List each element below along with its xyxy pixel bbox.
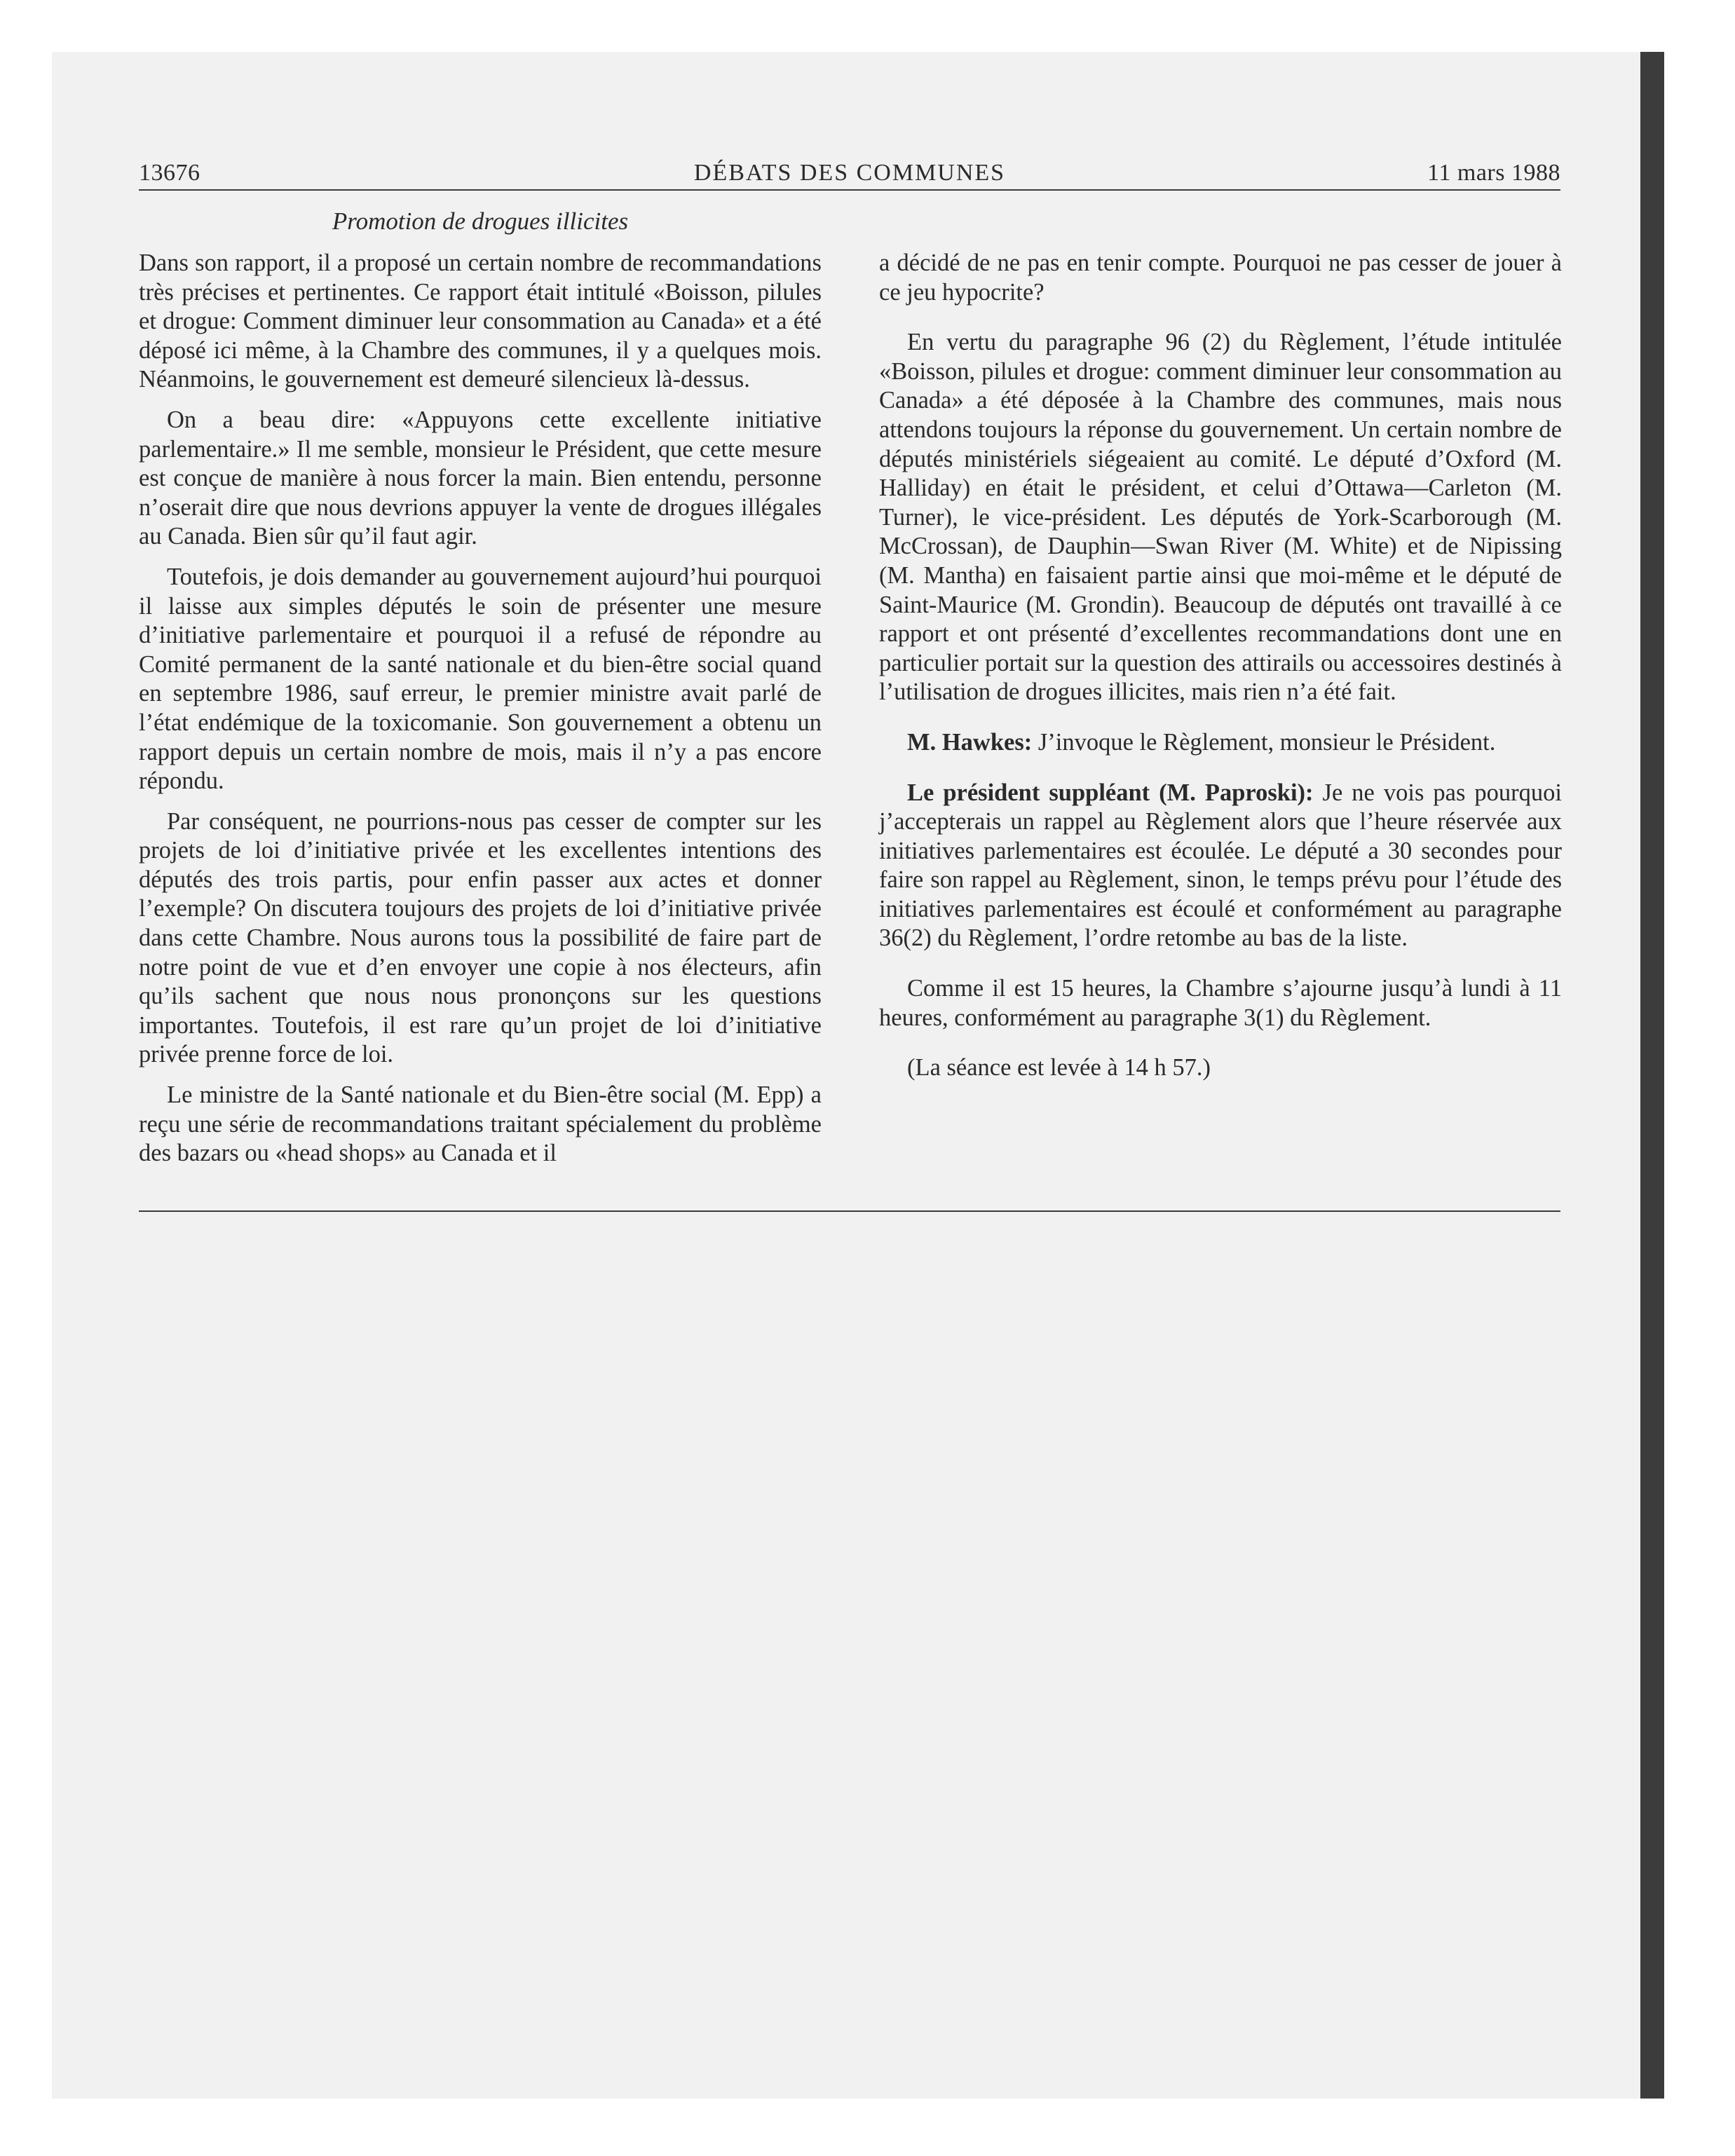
paragraph: Le ministre de la Santé nationale et du Bien-être social (M. Epp) a reçu une série de recommandations traitant spécialement du problème des bazars ou «head shops» au Canada et il	[139, 1082, 822, 1167]
speech-chair	[879, 779, 1562, 954]
paragraph-continuation: a décidé de ne pas en tenir compte. Pourquoi ne pas cesser de jouer à ce jeu hypocrite?	[879, 250, 1562, 306]
page-header	[139, 156, 1560, 189]
binding-edge	[1640, 52, 1664, 2099]
page-number: 13676	[139, 160, 200, 186]
speaker-name: M. Hawkes:	[907, 728, 1033, 756]
paragraph: On a beau dire: «Appuyons cette excellente initiative parlementaire.» Il me semble, monsieur le Président, que cette mesure est conçue de manière à nous forcer la main. Bien entendu, personne n’oserait dire que nous devrions appuyer la vente de drogues illégales au Canada. Bien sûr qu’il faut agir.	[139, 406, 822, 550]
paragraph: En vertu du paragraphe 96 (2) du Règlement, l’étude intitulée «Boisson, pilules et drogue: comment diminuer leur consommation au Canada» a été déposée à la Chambre des communes, mais nous attendons toujours la réponse du gouvernement. Un certain nombre de députés ministériels siégeaient au comité. Le député d’Oxford (M. Halliday) en était le président, et celui d’Ottawa—Carleton (M. Turner), le vice-président. Les députés de York-Scarborough (M. McCrossan), de Dauphin—Swan River (M. White) et de Nipissing (M. Mantha) en faisaient partie ainsi que moi-même et le député de Saint-Maurice (M. Grondin). Beaucoup de députés ont travaillé à ce rapport et ont présenté d’excellentes recommandations dont une en particulier portait sur la question des attirails ou accessoires destinés à l’utilisation de drogues illicites, mais rien n’a été fait.	[879, 329, 1562, 706]
publication-title: DÉBATS DES COMMUNES	[693, 160, 1006, 186]
adjournment-notice: Comme il est 15 heures, la Chambre s’ajourne jusqu’à lundi à 11 heures, conformément au paragraphe 3(1) du Règlement.	[879, 975, 1562, 1031]
paragraph: Toutefois, je dois demander au gouvernement aujourd’hui pourquoi il laisse aux simples députés le soin de présenter une mesure d’initiative parlementaire et pourquoi il a refusé de répondre au Comité permanent de la santé nationale et du bien-être social quand en septembre 1986, sauf erreur, le premier ministre avait parlé de l’état endémique de la toxicomanie. Son gouvernement a obtenu un rapport depuis un certain nombre de mois, mais il n’y a pas encore répondu.	[139, 563, 822, 795]
paragraph: Dans son rapport, il a proposé un certain nombre de recommandations très précises et pertinentes. Ce rapport était intitulé «Boisson, pilules et drogue: Comment diminuer leur consommation au Canada» et a été déposé ici même, à la Chambre des communes, il y a quelques mois. Néanmoins, le gouvernement est demeuré silencieux là-dessus.	[139, 250, 822, 393]
right-column	[879, 249, 1562, 1094]
header-rule	[139, 189, 1560, 191]
section-title: Promotion de drogues illicites	[332, 207, 629, 235]
speaker-name: Le président suppléant (M. Paproski):	[907, 779, 1314, 806]
sitting-closed-notice: (La séance est levée à 14 h 57.)	[907, 1054, 1211, 1082]
publication-date: 11 mars 1988	[1427, 160, 1560, 186]
speech-text: Je ne vois pas pourquoi j’accepterais un rappel au Règlement alors que l’heure réservée aux initiatives parlementaires est écoulée. Le député a 30 secondes pour faire son rappel au Règlement, sinon, le temps prévu pour l’étude des initiatives parlementaires est écoulé et conformément au paragraphe 36(2) du Règlement, l’ordre retombe au bas de la liste.	[879, 779, 1562, 952]
left-column	[139, 249, 822, 1180]
speech-text: J’invoque le Règlement, monsieur le Président.	[1037, 728, 1496, 756]
footer-rule	[139, 1210, 1560, 1212]
speech-hawkes	[879, 728, 1562, 758]
paragraph: Par conséquent, ne pourrions-nous pas cesser de compter sur les projets de loi d’initiative privée et les excellentes intentions des députés des trois partis, pour enfin passer aux actes et donner l’exemple? On discutera toujours des projets de loi d’initiative privée dans cette Chambre. Nous aurons tous la possibilité de faire part de notre point de vue et d’en envoyer une copie à nos électeurs, afin qu’ils sachent que nous nous prononçons sur les questions importantes. Toutefois, il est rare qu’un projet de loi d’initiative privée prenne force de loi.	[139, 807, 822, 1068]
